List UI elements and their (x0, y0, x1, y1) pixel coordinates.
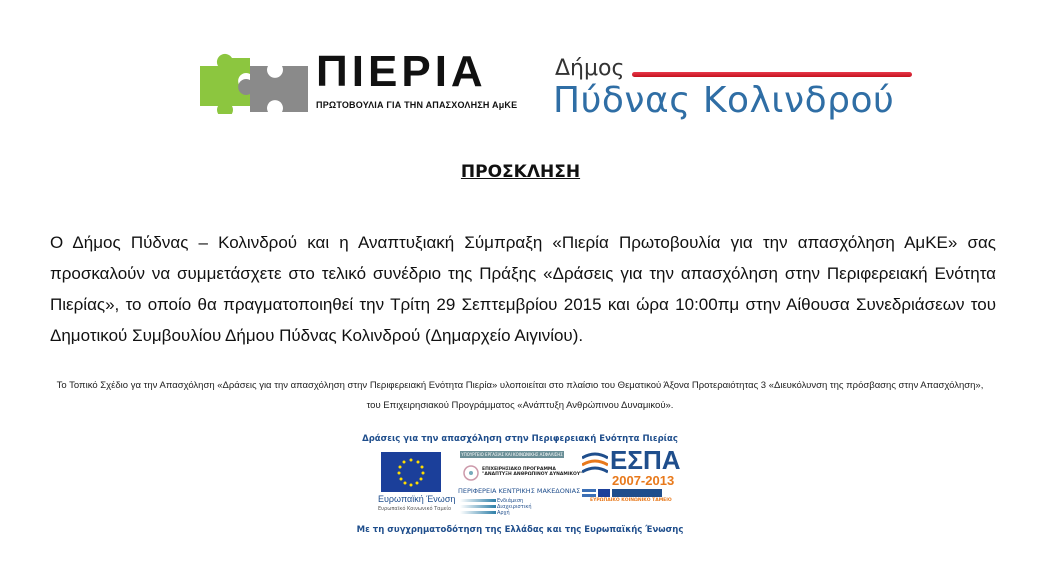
espa-waves-icon (582, 452, 608, 476)
program-note: Το Τοπικό Σχέδιο γα την Απασχόληση «Δράσεις για την απασχόληση στην Περιφερειακή Ενότητα Πιερία» υλοποιείται στο πλαίσιο του Θεματικού Άξονα Προτεραιότητας 3 «Διευκόλυνση της πρόσβασης στην Απασχόληση», του Επιχειρησιακού Προγράμματος «Ανάπτυξη Ανθρώπινου Δυναμικού». (56, 380, 984, 411)
region-word: Αρχή (497, 510, 510, 516)
dimos-logo-name: Πύδνας Κολινδρού (553, 80, 895, 121)
region-word: Ενδιάμεση (497, 498, 524, 504)
dimos-logo-line (632, 72, 912, 77)
pieria-logo-name: ΠΙΕΡΙΑ (316, 47, 487, 96)
ministry-label: ΥΠΟΥΡΓΕΙΟ ΕΡΓΑΣΙΑΣ ΚΑΙ ΚΟΙΝΩΝΙΚΗΣ ΑΣΦΑΛΙΣΗΣ (461, 452, 563, 457)
region-label: ΠΕΡΙΦΕΡΕΙΑ ΚΕΝΤΡΙΚΗΣ ΜΑΚΕΔΟΝΙΑΣ (458, 487, 581, 495)
op-line-2: "ΑΝΑΠΤΥΞΗ ΑΝΘΡΩΠΙΝΟΥ ΔΥΝΑΜΙΚΟΥ" (482, 472, 583, 477)
invitation-body: Ο Δήμος Πύδνας – Κολινδρού και η Αναπτυξιακή Σύμπραξη «Πιερία Πρωτοβουλία για την απασχόληση ΑμΚΕ» σας προσκαλούν να συμμετάσχετε στο τελικό συνέδριο της Πράξης «Δράσεις για την απασχόληση στην Περιφερειακή Ενότητα Πιερίας», το οποίο θα πραγματοποιηθεί την Τρίτη 29 Σεπτεμβρίου 2015 και ώρα 10:00πμ στην Αίθουσα Συνεδριάσεων του Δημοτικού Συμβουλίου Δήμου Πύδνας Κολινδρού (Δημαρχείο Αιγινίου). (50, 233, 996, 345)
puzzle-logo-icon (198, 44, 312, 114)
region-word: Διαχειριστική (497, 504, 532, 510)
greece-eu-flags-icon (582, 489, 662, 497)
cofinance-note: Με τη συγχρηματοδότηση της Ελλάδας και της Ευρωπαϊκής Ένωσης (356, 525, 684, 535)
region-authority (497, 498, 532, 516)
page-title: ΠΡΟΣΚΛΗΣΗ (460, 162, 581, 182)
eu-label: Ευρωπαϊκή Ένωση (378, 494, 456, 504)
op-line-1: ΕΠΙΧΕΙΡΗΣΙΑΚΟ ΠΡΟΓΡΑΜΜΑ (482, 467, 556, 472)
op-logo-text (482, 467, 582, 477)
footer-title: Δράσεις για την απασχόληση στην Περιφερειακή Ενότητα Πιερίας (362, 434, 678, 444)
region-stripes-icon (460, 499, 496, 517)
eu-sub-label: Ευρωπαϊκό Κοινωνικό Ταμείο (378, 506, 452, 512)
espa-years: 2007-2013 (612, 473, 675, 488)
op-compass-icon (462, 462, 480, 484)
pieria-logo-subtitle: ΠΡΩΤΟΒΟΥΛΙΑ ΓΙΑ ΤΗΝ ΑΠΑΣΧΟΛΗΣΗ ΑμΚΕ (316, 100, 518, 110)
espa-fund-label: ΕΥΡΩΠΑΙΚΟ ΚΟΙΝΩΝΙΚΟ ΤΑΜΕΙΟ (590, 498, 672, 503)
dimos-logo-small: Δήμος (555, 56, 625, 81)
eu-flag-icon (381, 452, 441, 492)
espa-logo: ΕΣΠΑ (610, 445, 681, 475)
